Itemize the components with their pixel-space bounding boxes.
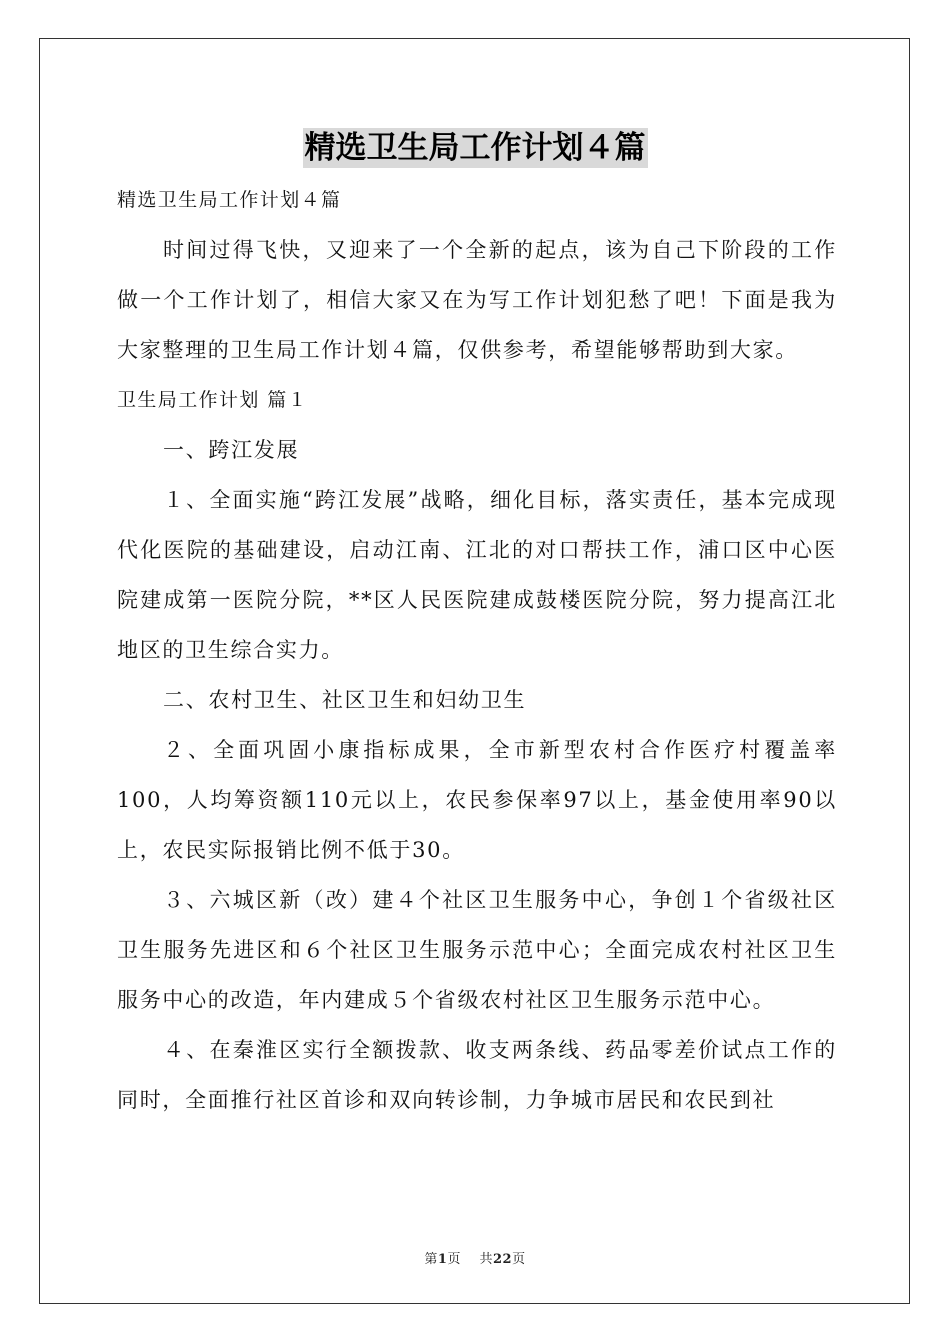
total-suffix: 页: [512, 1252, 526, 1267]
page-footer: [0, 1248, 950, 1267]
page-prefix: 第: [424, 1252, 438, 1267]
heading-1: 一、跨江发展: [163, 438, 300, 462]
page-current: 1: [437, 1252, 448, 1267]
paragraph-4: ４、在秦淮区实行全额拨款、收支两条线、药品零差价试点工作的同时，全面推行社区首诊和双向转诊制，力争城市居民和农民到社: [117, 1038, 837, 1112]
page-total: 22: [493, 1252, 513, 1267]
paragraph-2: ２、全面巩固小康指标成果，全市新型农村合作医疗村覆盖率100，人均筹资额110元以上，农民参保率97以上，基金使用率90以上，农民实际报销比例不低于30。: [117, 738, 837, 862]
paragraph-3: ３、六城区新（改）建４个社区卫生服务中心，争创１个省级社区卫生服务先进区和６个社区卫生服务示范中心；全面完成农村社区卫生服务中心的改造，年内建成５个省级农村社区卫生服务示范中心。: [117, 888, 837, 1012]
title-wrap: [0, 128, 950, 168]
document-subtitle: 精选卫生局工作计划４篇: [117, 189, 342, 211]
intro-paragraph: 时间过得飞快，又迎来了一个全新的起点，该为自己下阶段的工作做一个工作计划了，相信大家又在为写工作计划犯愁了吧！下面是我为大家整理的卫生局工作计划４篇，仅供参考，希望能够帮助到大家。: [117, 238, 837, 362]
heading-2: 二、农村卫生、社区卫生和妇幼卫生: [163, 688, 527, 712]
total-prefix: 共: [479, 1252, 493, 1267]
page-suffix: 页: [447, 1252, 461, 1267]
document-body: [117, 175, 837, 1125]
paragraph-1: １、全面实施“跨江发展”战略，细化目标，落实责任，基本完成现代化医院的基础建设，启动江南、江北的对口帮扶工作，浦口区中心医院建成第一医院分院，**区人民医院建成鼓楼医院分院，努力提高江北地区的卫生综合实力。: [117, 488, 837, 662]
section-heading: 卫生局工作计划 篇１: [117, 389, 309, 411]
document-title: 精选卫生局工作计划４篇: [304, 130, 646, 166]
